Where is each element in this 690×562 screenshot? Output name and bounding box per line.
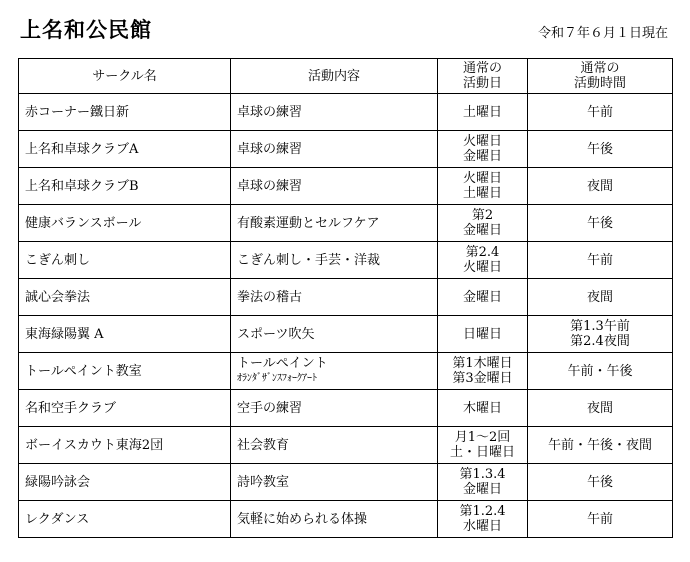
page-title: 上名和公民館	[20, 18, 152, 42]
activity-time-line: 第2.4夜間	[570, 334, 630, 349]
circle-name: 名和空手クラブ	[19, 390, 231, 427]
activity-time	[528, 242, 673, 279]
activity-content	[231, 501, 438, 538]
activity-day-line: 土・日曜日	[449, 445, 515, 460]
table-row	[19, 316, 673, 353]
activity-day-line: 土曜日	[462, 104, 502, 120]
activity-time	[528, 501, 673, 538]
activity-time-line: 夜間	[586, 400, 613, 416]
activity-time-line: 午前	[586, 511, 613, 527]
activity-time	[528, 316, 673, 353]
activity-day-line: 土曜日	[462, 186, 502, 201]
table-header-row	[19, 59, 673, 94]
header-day	[438, 59, 528, 94]
circle-table	[18, 58, 673, 538]
circle-name: 上名和卓球クラブA	[19, 131, 231, 168]
activity-content	[231, 205, 438, 242]
activity-day-line: 第1.3.4	[459, 467, 506, 482]
activity-day	[438, 168, 528, 205]
activity-day-line: 火曜日	[462, 134, 502, 149]
activity-content	[231, 390, 438, 427]
activity-time-line: 夜間	[586, 178, 613, 194]
activity-content-line: ｵﾗﾝﾀﾞｻﾞﾝｽﾌｫｰｸｱｰﾄ	[237, 373, 317, 384]
circle-name: 赤コーナー鐵日新	[19, 94, 231, 131]
circle-name: 東海緑陽翼 A	[19, 316, 231, 353]
activity-content	[231, 279, 438, 316]
table-row	[19, 168, 673, 205]
activity-day	[438, 242, 528, 279]
table-row	[19, 390, 673, 427]
activity-content-line: 卓球の練習	[237, 178, 303, 194]
activity-day	[438, 353, 528, 390]
table-row	[19, 94, 673, 131]
activity-day-line: 金曜日	[462, 149, 502, 164]
activity-content	[231, 464, 438, 501]
activity-content-line: 有酸素運動とセルフケア	[237, 215, 380, 231]
activity-day-line: 日曜日	[462, 326, 502, 342]
activity-day-line: 第3金曜日	[452, 371, 513, 386]
activity-day-line: 木曜日	[462, 400, 502, 416]
activity-day-line: 第2.4	[465, 245, 500, 260]
activity-content-line: 卓球の練習	[237, 141, 303, 157]
activity-content-line: こぎん刺し・手芸・洋裁	[237, 252, 381, 268]
activity-time	[528, 279, 673, 316]
activity-content	[231, 242, 438, 279]
table-row	[19, 279, 673, 316]
activity-day	[438, 279, 528, 316]
table-row	[19, 353, 673, 390]
activity-day-line: 水曜日	[462, 519, 502, 534]
activity-day-line: 火曜日	[462, 260, 502, 275]
activity-time-line: 午前	[586, 252, 613, 268]
activity-day-line: 第1.2.4	[459, 504, 506, 519]
activity-content	[231, 94, 438, 131]
activity-content	[231, 168, 438, 205]
activity-time	[528, 205, 673, 242]
activity-content-line: 空手の練習	[237, 400, 303, 416]
activity-time-line: 午後	[586, 474, 613, 490]
circle-name: ボーイスカウト東海2団	[19, 427, 231, 464]
activity-time-line: 午後	[586, 215, 613, 231]
table-row	[19, 501, 673, 538]
activity-time-line: 午前・午後・夜間	[547, 437, 652, 453]
activity-time	[528, 168, 673, 205]
activity-content-line: 卓球の練習	[237, 104, 303, 120]
header-activity: 活動内容	[231, 59, 438, 94]
activity-time-line: 夜間	[586, 289, 613, 305]
activity-content	[231, 353, 438, 390]
activity-time	[528, 131, 673, 168]
header-circle-name: サークル名	[19, 59, 231, 94]
header-day-line: 活動日	[462, 76, 502, 91]
activity-time	[528, 390, 673, 427]
table-row	[19, 205, 673, 242]
activity-time	[528, 353, 673, 390]
activity-day-line: 第1木曜日	[452, 356, 513, 371]
activity-day	[438, 316, 528, 353]
as-of-date: 令和７年６月１日現在	[537, 26, 668, 41]
activity-day-line: 火曜日	[462, 171, 502, 186]
activity-time	[528, 427, 673, 464]
circle-name: こぎん刺し	[19, 242, 231, 279]
activity-content-line: スポーツ吹矢	[237, 326, 315, 342]
header-day-line: 通常の	[462, 61, 502, 76]
activity-content-line: トールペイント	[237, 356, 328, 371]
circle-name: 上名和卓球クラブB	[19, 168, 231, 205]
activity-content-line: 拳法の稽古	[237, 289, 303, 305]
activity-content	[231, 131, 438, 168]
table-body	[19, 94, 673, 538]
activity-day-line: 金曜日	[462, 482, 502, 497]
circle-name: 健康バランスボール	[19, 205, 231, 242]
activity-day	[438, 427, 528, 464]
activity-content	[231, 316, 438, 353]
circle-name: 誠心会拳法	[19, 279, 231, 316]
activity-content-line: 詩吟教室	[237, 474, 290, 490]
table-row	[19, 242, 673, 279]
activity-content	[231, 427, 438, 464]
activity-time-line: 午後	[586, 141, 613, 157]
activity-time-line: 午前	[586, 104, 613, 120]
activity-day	[438, 94, 528, 131]
activity-time	[528, 464, 673, 501]
header-time-line: 通常の	[580, 61, 620, 76]
activity-day	[438, 205, 528, 242]
circle-name: 緑陽吟詠会	[19, 464, 231, 501]
table-row	[19, 427, 673, 464]
header-time-line: 活動時間	[573, 76, 626, 91]
table-row	[19, 464, 673, 501]
header-time	[528, 59, 673, 94]
activity-time	[528, 94, 673, 131]
activity-day	[438, 390, 528, 427]
activity-content-line: 気軽に始められる体操	[237, 511, 368, 527]
activity-day-line: 金曜日	[462, 289, 502, 305]
activity-day	[438, 131, 528, 168]
activity-day	[438, 464, 528, 501]
activity-day-line: 金曜日	[462, 223, 502, 238]
table-row	[19, 131, 673, 168]
activity-day-line: 月1～2回	[454, 430, 511, 445]
activity-time-line: 午前・午後	[567, 363, 633, 379]
activity-time-line: 第1.3午前	[570, 319, 630, 334]
circle-name: トールペイント教室	[19, 353, 231, 390]
circle-name: レクダンス	[19, 501, 231, 538]
activity-day-line: 第2	[471, 208, 494, 223]
activity-content-line: 社会教育	[237, 437, 290, 453]
activity-day	[438, 501, 528, 538]
